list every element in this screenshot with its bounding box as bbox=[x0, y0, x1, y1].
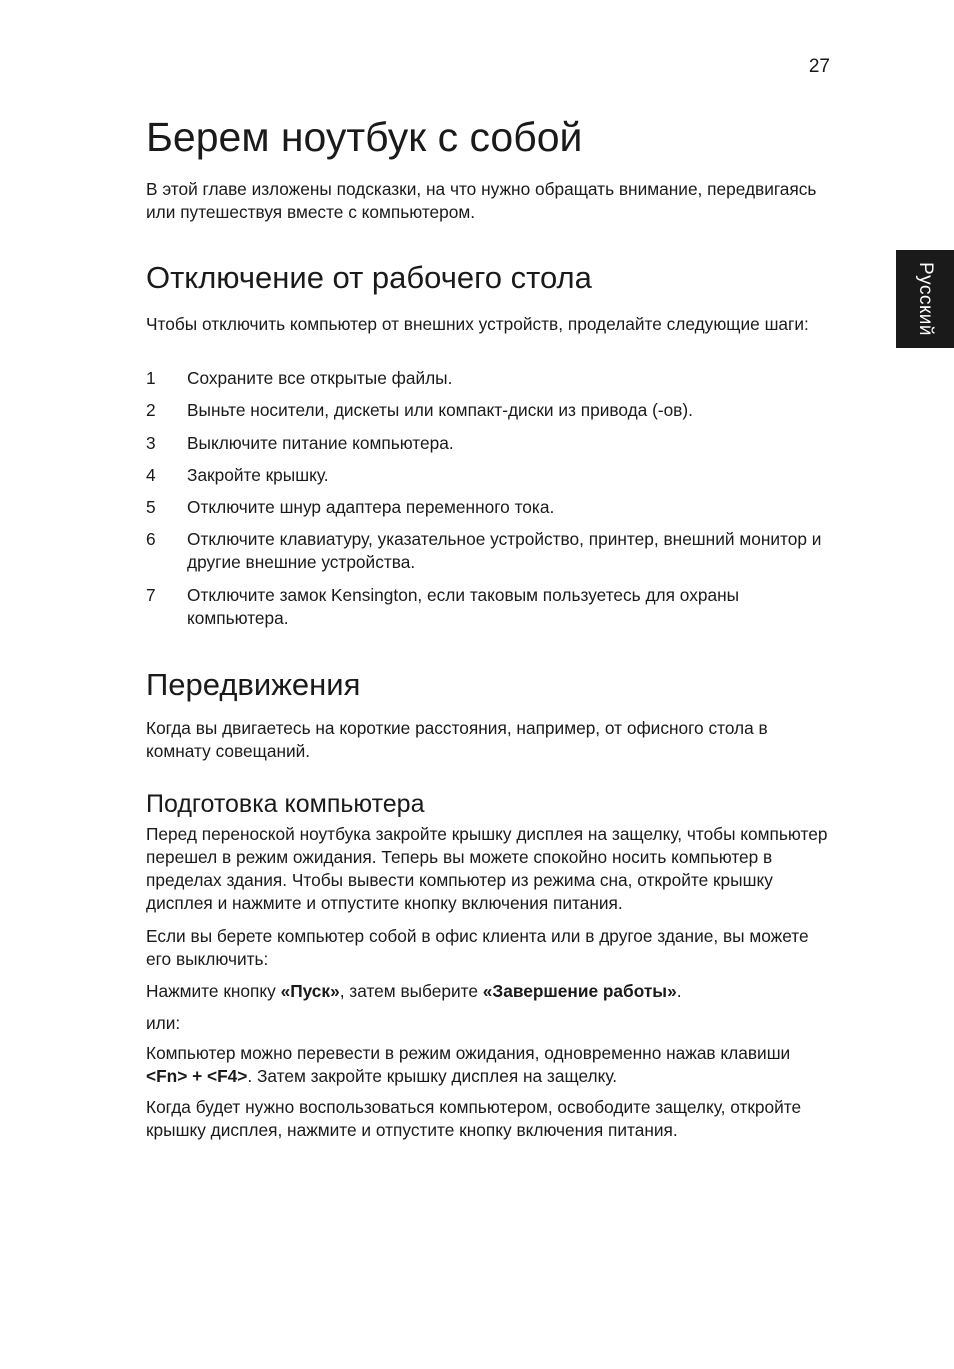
prep-paragraph-4 bbox=[146, 1042, 836, 1088]
chapter-title: Берем ноутбук с собой bbox=[146, 114, 583, 160]
subsection-heading-prep: Подготовка компьютера bbox=[146, 790, 425, 818]
text-run: Компьютер можно перевести в режим ожидания, одновременно нажав клавиши bbox=[146, 1043, 791, 1063]
language-tab bbox=[896, 250, 954, 348]
text-run: . Затем закройте крышку дисплея на защелку. bbox=[247, 1066, 618, 1086]
disconnect-lead: Чтобы отключить компьютер от внешних устройств, проделайте следующие шаги: bbox=[146, 314, 809, 334]
text-run: Нажмите кнопку bbox=[146, 981, 281, 1001]
prep-or: или: bbox=[146, 1013, 181, 1033]
disconnect-steps bbox=[146, 367, 836, 630]
step-number: 5 bbox=[146, 497, 156, 518]
list-item bbox=[146, 399, 836, 422]
key-combo: <Fn> + <F4> bbox=[146, 1066, 248, 1086]
list-item bbox=[146, 528, 836, 574]
step-text: Отключите шнур адаптера переменного тока. bbox=[187, 497, 555, 518]
shutdown-label: «Завершение работы» bbox=[482, 981, 677, 1001]
prep-paragraph-1: Перед переноской ноутбука закройте крышку дисплея на защелку, чтобы компьютер перешел в режим ожидания. Теперь вы можете спокойно носить компьютер в пределах здания. Чтобы вывести компьютер из режима сна, откройте крышку дисплея и нажмите и отпустите кнопку включения питания. bbox=[146, 824, 828, 913]
text-run: , затем выберите bbox=[339, 981, 483, 1001]
step-number: 7 bbox=[146, 584, 156, 605]
step-text: Отключите клавиатуру, указательное устройство, принтер, внешний монитор и другие внешние устройства. bbox=[187, 529, 822, 573]
prep-paragraph-5: Когда будет нужно воспользоваться компьютером, освободите защелку, откройте крышку дисплея, нажмите и отпустите кнопку включения питания. bbox=[146, 1097, 802, 1140]
list-item bbox=[146, 432, 836, 455]
step-number: 1 bbox=[146, 368, 156, 388]
text-run: . bbox=[676, 981, 682, 1001]
step-number: 6 bbox=[146, 529, 156, 550]
chapter-intro: В этой главе изложены подсказки, на что нужно обращать внимание, передвигаясь или путешествуя вместе с компьютером. bbox=[146, 179, 817, 222]
page-number: 27 bbox=[808, 56, 830, 77]
step-text: Сохраните все открытые файлы. bbox=[187, 368, 453, 388]
list-item bbox=[146, 496, 836, 519]
list-item bbox=[146, 584, 836, 630]
prep-paragraph-3 bbox=[146, 980, 836, 1003]
section-heading-disconnect: Отключение от рабочего стола bbox=[146, 260, 592, 295]
step-number: 4 bbox=[146, 464, 156, 485]
step-number: 2 bbox=[146, 400, 156, 421]
moving-lead: Когда вы двигаетесь на короткие расстояния, например, от офисного стола в комнату совещаний. bbox=[146, 718, 768, 761]
step-text: Выньте носители, дискеты или компакт-диски из привода (-ов). bbox=[187, 400, 693, 421]
step-number: 3 bbox=[146, 432, 156, 453]
start-menu-label: «Пуск» bbox=[280, 981, 340, 1001]
list-item bbox=[146, 367, 836, 390]
list-item bbox=[146, 464, 836, 487]
step-text: Отключите замок Kensington, если таковым пользуетесь для охраны компьютера. bbox=[187, 584, 740, 628]
section-heading-moving: Передвижения bbox=[146, 667, 361, 702]
step-text: Выключите питание компьютера. bbox=[187, 432, 454, 453]
prep-paragraph-2: Если вы берете компьютер собой в офис клиента или в другое здание, вы можете его выключить: bbox=[146, 926, 809, 969]
language-tab-label: Русский bbox=[915, 262, 936, 336]
step-text: Закройте крышку. bbox=[187, 464, 329, 485]
